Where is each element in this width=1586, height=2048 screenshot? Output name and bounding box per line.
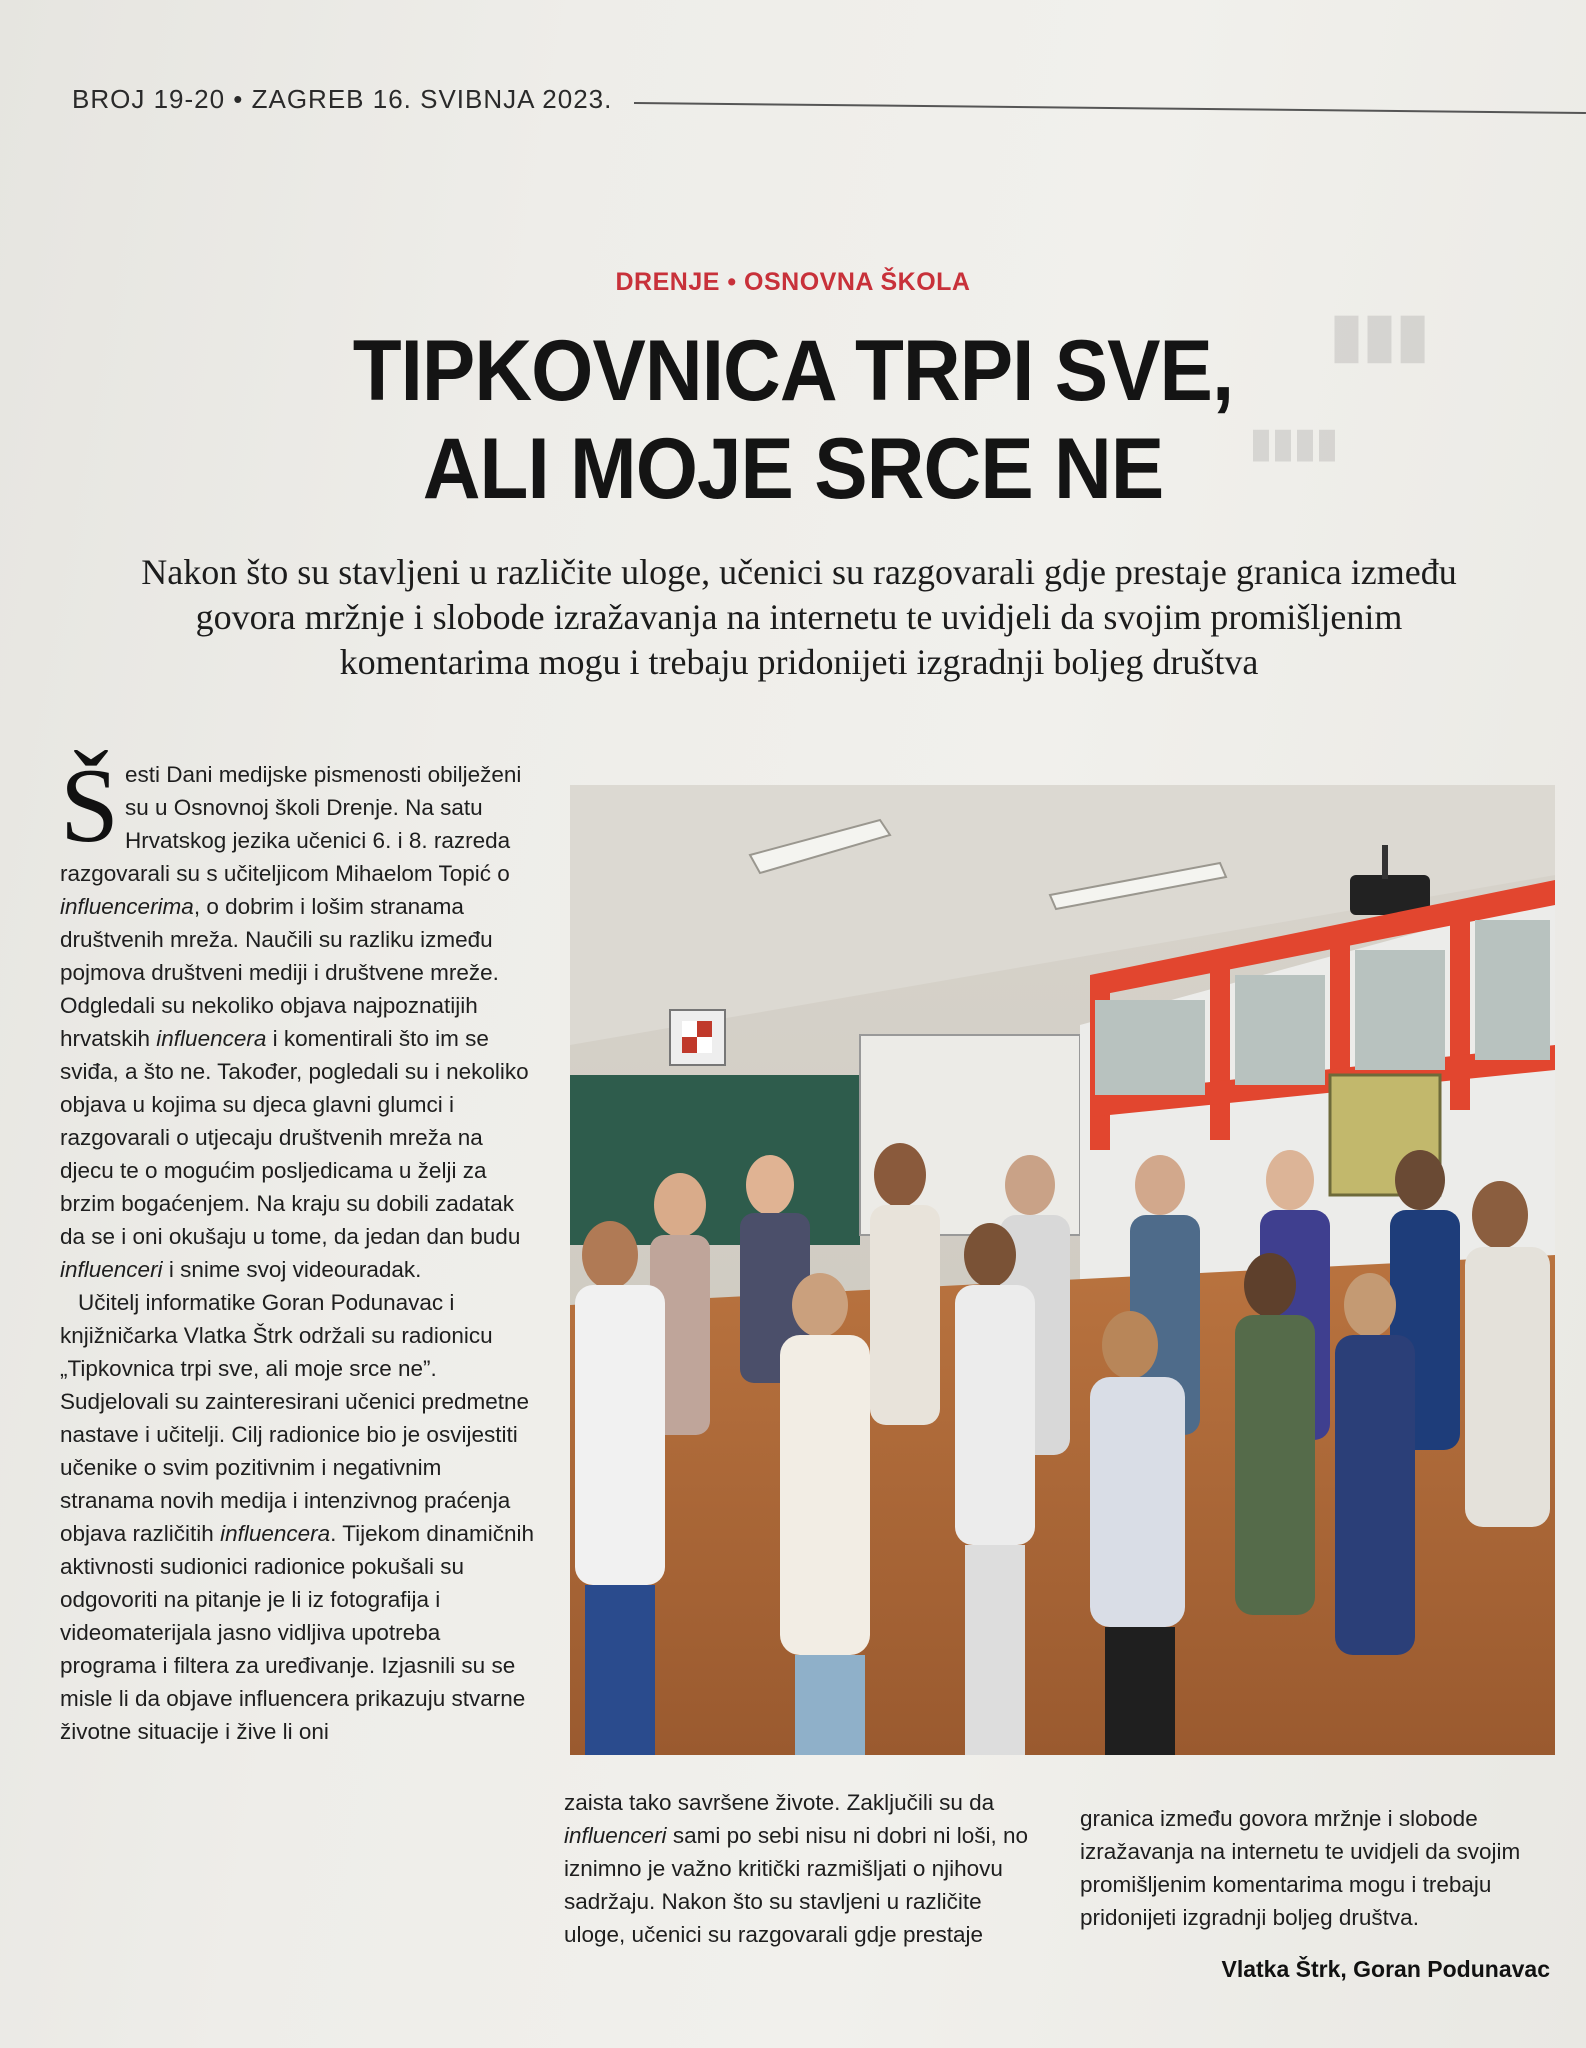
text-run: zaista tako savršene živote. Zaključili su da: [564, 1790, 995, 1815]
article-photo: [570, 785, 1555, 1755]
paragraph-2: [60, 1286, 540, 1748]
text-run: esti Dani medijske pismenosti obilježeni su u Osnovnoj školi Drenje. Na satu Hrvatskog jezika učenici 6. i 8. razreda razgovarali su s učiteljicom Mihaelom Topić o: [60, 762, 522, 886]
lead-paragraph: Nakon što su stavljeni u različite uloge, učenici su razgovarali gdje prestaje granica između govora mržnje i slobode izražavanja na internetu te uvidjeli da svojim promišljenim komentarima mogu i trebaju pridonijeti izgradnji boljeg društva: [141, 552, 1457, 682]
text-run-italic: influencerima: [60, 894, 194, 919]
drop-cap: Š: [60, 747, 119, 864]
headline-line-2: ALI MOJE SRCE NE: [422, 421, 1164, 517]
paragraph-3: [564, 1786, 1034, 1951]
text-run-italic: influencera: [220, 1521, 331, 1546]
text-run: i komentirali što im se sviđa, a što ne. Također, pogledali su i nekoliko objava u kojima su djeca glavni glumci i razgovarali o utjecaju društvenih mreža na djecu te o mogućim posljedicama u želji za brzim bogaćenjem. Na kraju su dobili zadatak da se i oni okušaju u tome, da jedan dan budu: [60, 1026, 529, 1249]
text-run-italic: influenceri: [60, 1257, 163, 1282]
headline: [56, 322, 1531, 518]
text-run: i snime svoj videouradak.: [162, 1257, 422, 1282]
bleed-through-texture: ▮▮▮▮: [1250, 421, 1339, 465]
issue-header: BROJ 19-20 • ZAGREB 16. SVIBNJA 2023.: [72, 84, 613, 114]
article-column-3: [1080, 1802, 1550, 1934]
text-run-italic: influenceri: [564, 1823, 667, 1848]
paragraph-4: granica između govora mržnje i slobode izražavanja na internetu te uvidjeli da svojim promišljenim komentarima mogu i trebaju pridonijeti izgradnji boljeg društva.: [1080, 1806, 1521, 1930]
text-run: Učitelj informatike Goran Podunavac i knjižničarka Vlatka Štrk održali su radionicu „Tipkovnica trpi sve, ali moje srce ne”. Sudjelovali su zainteresirani učenici predmetne nastave i učitelji. Cilj radionice bio je osvijestiti učenike o svim pozitivnim i negativnim stranama novih medija i intenzivnog praćenja objava različitih: [60, 1290, 530, 1546]
article-column-1: [60, 747, 540, 1748]
text-run: , o dobrim i lošim stranama društvenih mreža. Naučili su razliku između pojmova društveni mediji i društvene mreže. Odgledali su nekoliko objava najpoznatijih hrvatskih: [60, 894, 499, 1051]
text-run-italic: influencera: [156, 1026, 267, 1051]
paragraph-1: [60, 747, 540, 1286]
header-rule: [634, 102, 1586, 114]
bleed-through-texture: ▮▮▮: [1330, 301, 1430, 368]
article-column-2: [564, 1786, 1034, 1951]
classroom-photo-illustration: [570, 785, 1555, 1755]
text-run: sami po sebi nisu ni dobri ni loši, no iznimno je važno kritički razmišljati o njihovu sadržaju. Nakon što su stavljeni u različite uloge, učenici su razgovarali gdje prestaje: [564, 1823, 1029, 1947]
text-run: . Tijekom dinamičnih aktivnosti sudionici radionice pokušali su odgovoriti na pitanje je li iz fotografija i videomaterijala jasno vidljiva upotreba programa i filtera za uređivanje. Izjasnili su se misle li da objave influencera prikazuju stvarne životne situacije i žive li oni: [60, 1521, 534, 1744]
headline-line-1: TIPKOVNICA TRPI SVE,: [352, 323, 1234, 419]
byline: Vlatka Štrk, Goran Podunavac: [1221, 1956, 1550, 1982]
section-kicker: DRENJE • OSNOVNA ŠKOLA: [615, 268, 971, 296]
